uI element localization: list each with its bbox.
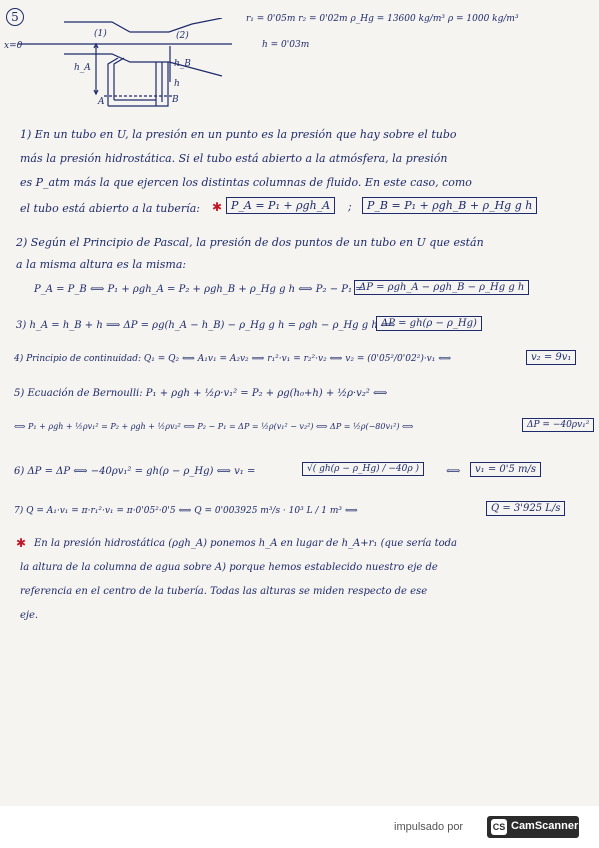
s1-separator: ; [348, 200, 352, 213]
s7-result: Q = 3'925 L/s [486, 501, 565, 516]
problem-number: 5 [6, 8, 24, 26]
pipe-u-tube-diagram [4, 18, 244, 128]
A-label: A [98, 97, 105, 107]
note-line-1: En la presión hidrostática (ρgh_A) ponemos h_A en lugar de h_A+r₁ (que sería toda [34, 538, 458, 549]
camscanner-logo-icon: CS [491, 819, 507, 835]
hB-label: h_B [174, 59, 191, 69]
s3-result: ΔP = gh(ρ − ρ_Hg) [376, 316, 482, 331]
h-label: h [174, 79, 180, 89]
s2-line-1: 2) Según el Principio de Pascal, la presión de dos puntos de un tubo en U que están [16, 236, 484, 249]
note-asterisk-icon: ✱ [16, 536, 27, 550]
s6-arrow: ⟺ [446, 466, 461, 477]
camscanner-brand: CamScanner [511, 820, 579, 832]
s1-line-2: más la presión hidrostática. Si el tubo está abierto a la atmósfera, la presión [20, 152, 448, 165]
s6-sqrt: √( gh(ρ − ρ_Hg) / −40ρ ) [302, 462, 424, 476]
s1-line-1: 1) En un tubo en U, la presión en un punto es la presión que hay sobre el tubo [20, 128, 457, 141]
footer-powered-by: impulsado por [394, 821, 464, 833]
note-line-4: eje. [20, 610, 39, 621]
s2-result: ΔP = ρgh_A − ρgh_B − ρ_Hg g h [354, 280, 529, 295]
s3-line: 3) h_A = h_B + h ⟹ ΔP = ρg(h_A − h_B) − ρ_Hg g h = ρgh − ρ_Hg g h ⟺ [16, 320, 396, 331]
s7-line: 7) Q = A₁·v₁ = π·r₁²·v₁ = π·0'05²·0'5 ⟺ Q = 0'003925 m³/s · 10³ L / 1 m³ ⟺ [14, 506, 358, 516]
s2-line-3: P_A = P_B ⟺ P₁ + ρgh_A = P₂ + ρgh_B + ρ_Hg g h ⟺ P₂ − P₁ = [34, 284, 364, 295]
hA-label: h_A [74, 63, 91, 73]
givens-line-2: h = 0'03m [262, 40, 310, 50]
s1-line-3: es P_atm más la que ejercen los distintas columnas de fluido. En este caso, como [20, 176, 472, 189]
s1-eq-PA: P_A = P₁ + ρgh_A [226, 197, 335, 214]
camscanner-badge[interactable] [487, 816, 579, 838]
s1-eq-PB: P_B = P₁ + ρgh_B + ρ_Hg g h [362, 197, 537, 214]
note-line-3: referencia en el centro de la tubería. Todas las alturas se miden respecto de ese [20, 586, 428, 597]
x0-label: x=0 [4, 41, 23, 51]
s2-line-2: a la misma altura es la misma: [16, 258, 187, 271]
s5-result: ΔP = −40ρv₁² [522, 418, 594, 432]
camscanner-footer [0, 806, 599, 848]
s6-line: 6) ΔP = ΔP ⟺ −40ρv₁² = gh(ρ − ρ_Hg) ⟺ v₁ = [14, 466, 256, 477]
note-line-2: la altura de la columna de agua sobre A) porque hemos establecido nuestro eje de [20, 562, 438, 573]
point2-label: (2) [176, 31, 189, 41]
s5-line-2: ⟺ P₁ + ρgh + ½ρv₁² = P₂ + ρgh + ½ρv₂² ⟺ P₂ − P₁ = ΔP = ½ρ(v₁² − v₂²) ⟺ ΔP = ½ρ(−80v₁²) ⟺ [14, 422, 414, 431]
s4-line: 4) Principio de continuidad: Q₁ = Q₂ ⟺ A₁v₁ = A₂v₂ ⟹ r₁²·v₁ = r₂²·v₂ ⟺ v₂ = (0'05²/0'02²)·v₁ ⟺ [14, 354, 452, 364]
asterisk-icon: ✱ [212, 200, 223, 214]
point1-label: (1) [94, 29, 107, 39]
s5-line-1: 5) Ecuación de Bernoulli: P₁ + ρgh + ½ρ·v₁² = P₂ + ρg(h₀+h) + ½ρ·v₂² ⟺ [14, 388, 388, 399]
s6-result: v₁ = 0'5 m/s [470, 462, 541, 477]
s4-result: v₂ = 9v₁ [526, 350, 576, 365]
givens-line-1: r₁ = 0'05m r₂ = 0'02m ρ_Hg = 13600 kg/m³ ρ = 1000 kg/m³ [246, 14, 519, 24]
B-label: B [172, 95, 179, 105]
s1-line-4: el tubo está abierto a la tubería: [20, 202, 200, 215]
